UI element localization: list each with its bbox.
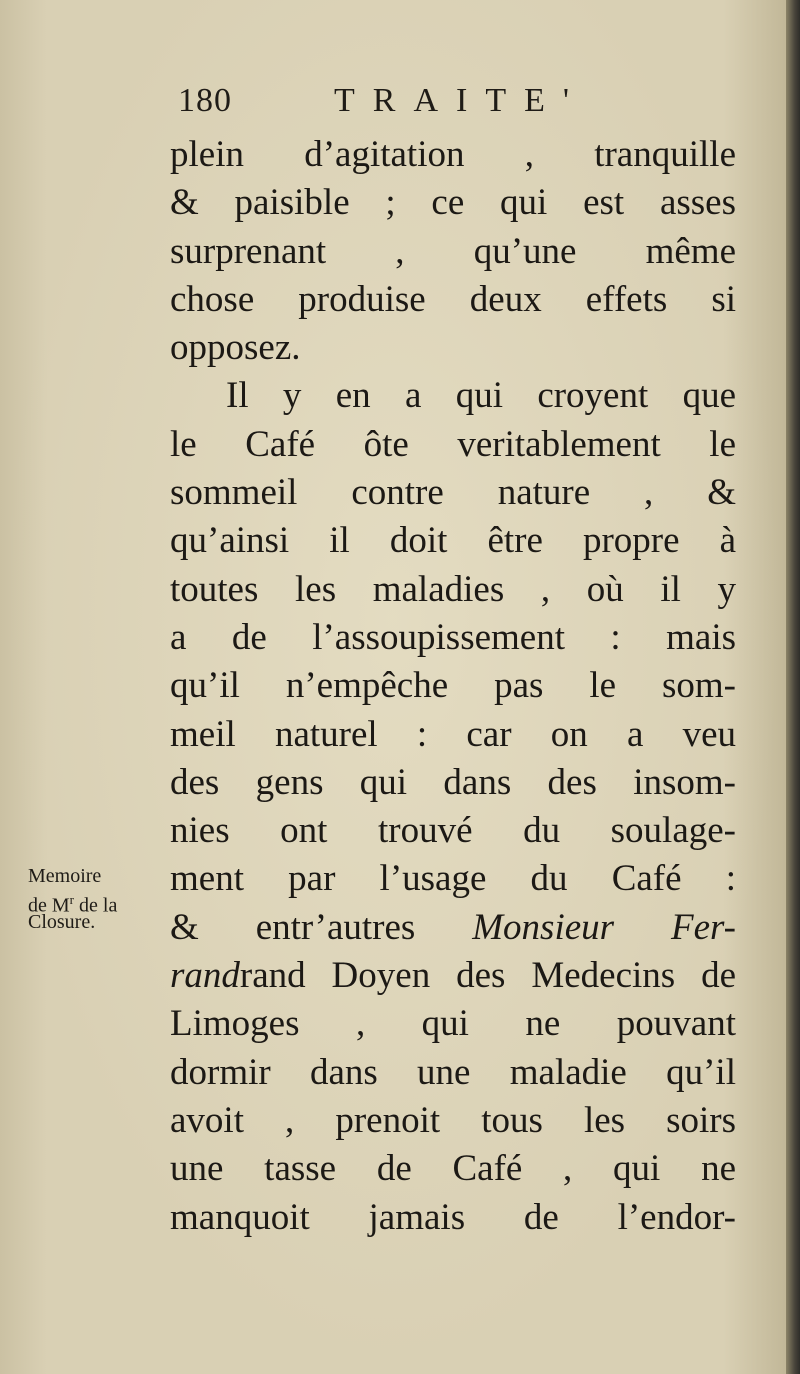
text-line: toutes les maladies , où il y	[170, 568, 736, 610]
text-line: dormir dans une maladie qu’il	[170, 1051, 736, 1093]
text-line: avoit , prenoit tous les soirs	[170, 1099, 736, 1141]
text-line: nies ont trouvé du soulage-	[170, 810, 736, 852]
text-line: meil naturel : car on a veu	[170, 713, 736, 755]
margin-note	[28, 865, 168, 934]
text-line: & paisible ; ce qui est asses	[170, 182, 736, 224]
margin-note-line: Memoire	[28, 865, 102, 887]
margin-note-segment: de M	[28, 894, 70, 917]
text-line-with-name	[170, 952, 736, 1000]
italic-name: Monsieur Fer-	[472, 906, 737, 948]
text-line: a de l’assoupissement : mais	[170, 616, 736, 658]
text-line: Il y en a qui croyent que	[226, 375, 736, 417]
text-line: le Café ôte veritablement le	[170, 423, 736, 465]
superscript: r	[69, 892, 75, 907]
italic-name-end: rand	[170, 955, 240, 997]
body-text	[170, 131, 736, 1242]
running-head	[178, 76, 738, 126]
text-line: plein d’agitation , tranquille	[170, 134, 736, 175]
text-line: opposez.	[170, 327, 301, 369]
text-line: ment par l’usage du Café :	[170, 858, 736, 900]
margin-note-segment: de la	[74, 894, 118, 917]
text-line: sommeil contre nature , &	[170, 472, 736, 514]
text-line: qu’ainsi il doit être propre à	[170, 520, 736, 562]
margin-note-line: Closure.	[28, 911, 96, 933]
text-line: qu’il n’empêche pas le som-	[170, 665, 736, 707]
text-line-with-name	[170, 904, 736, 952]
running-title: TRAITE'	[334, 82, 587, 119]
book-spine-edge	[786, 0, 800, 1374]
margin-note-line	[28, 888, 168, 917]
text-segment: & entr’autres	[170, 906, 473, 948]
text-line: manquoit jamais de l’endor-	[170, 1196, 736, 1238]
page-number: 180	[178, 82, 232, 119]
text-line: des gens qui dans des insom-	[170, 761, 736, 803]
text-line: surprenant , qu’une même	[170, 230, 736, 272]
text-segment: rand Doyen des Medecins de	[239, 955, 736, 997]
text-line: une tasse de Café , qui ne	[170, 1148, 736, 1190]
text-line: Limoges , qui ne pouvant	[170, 1003, 736, 1045]
text-line: chose produise deux effets si	[170, 278, 736, 320]
